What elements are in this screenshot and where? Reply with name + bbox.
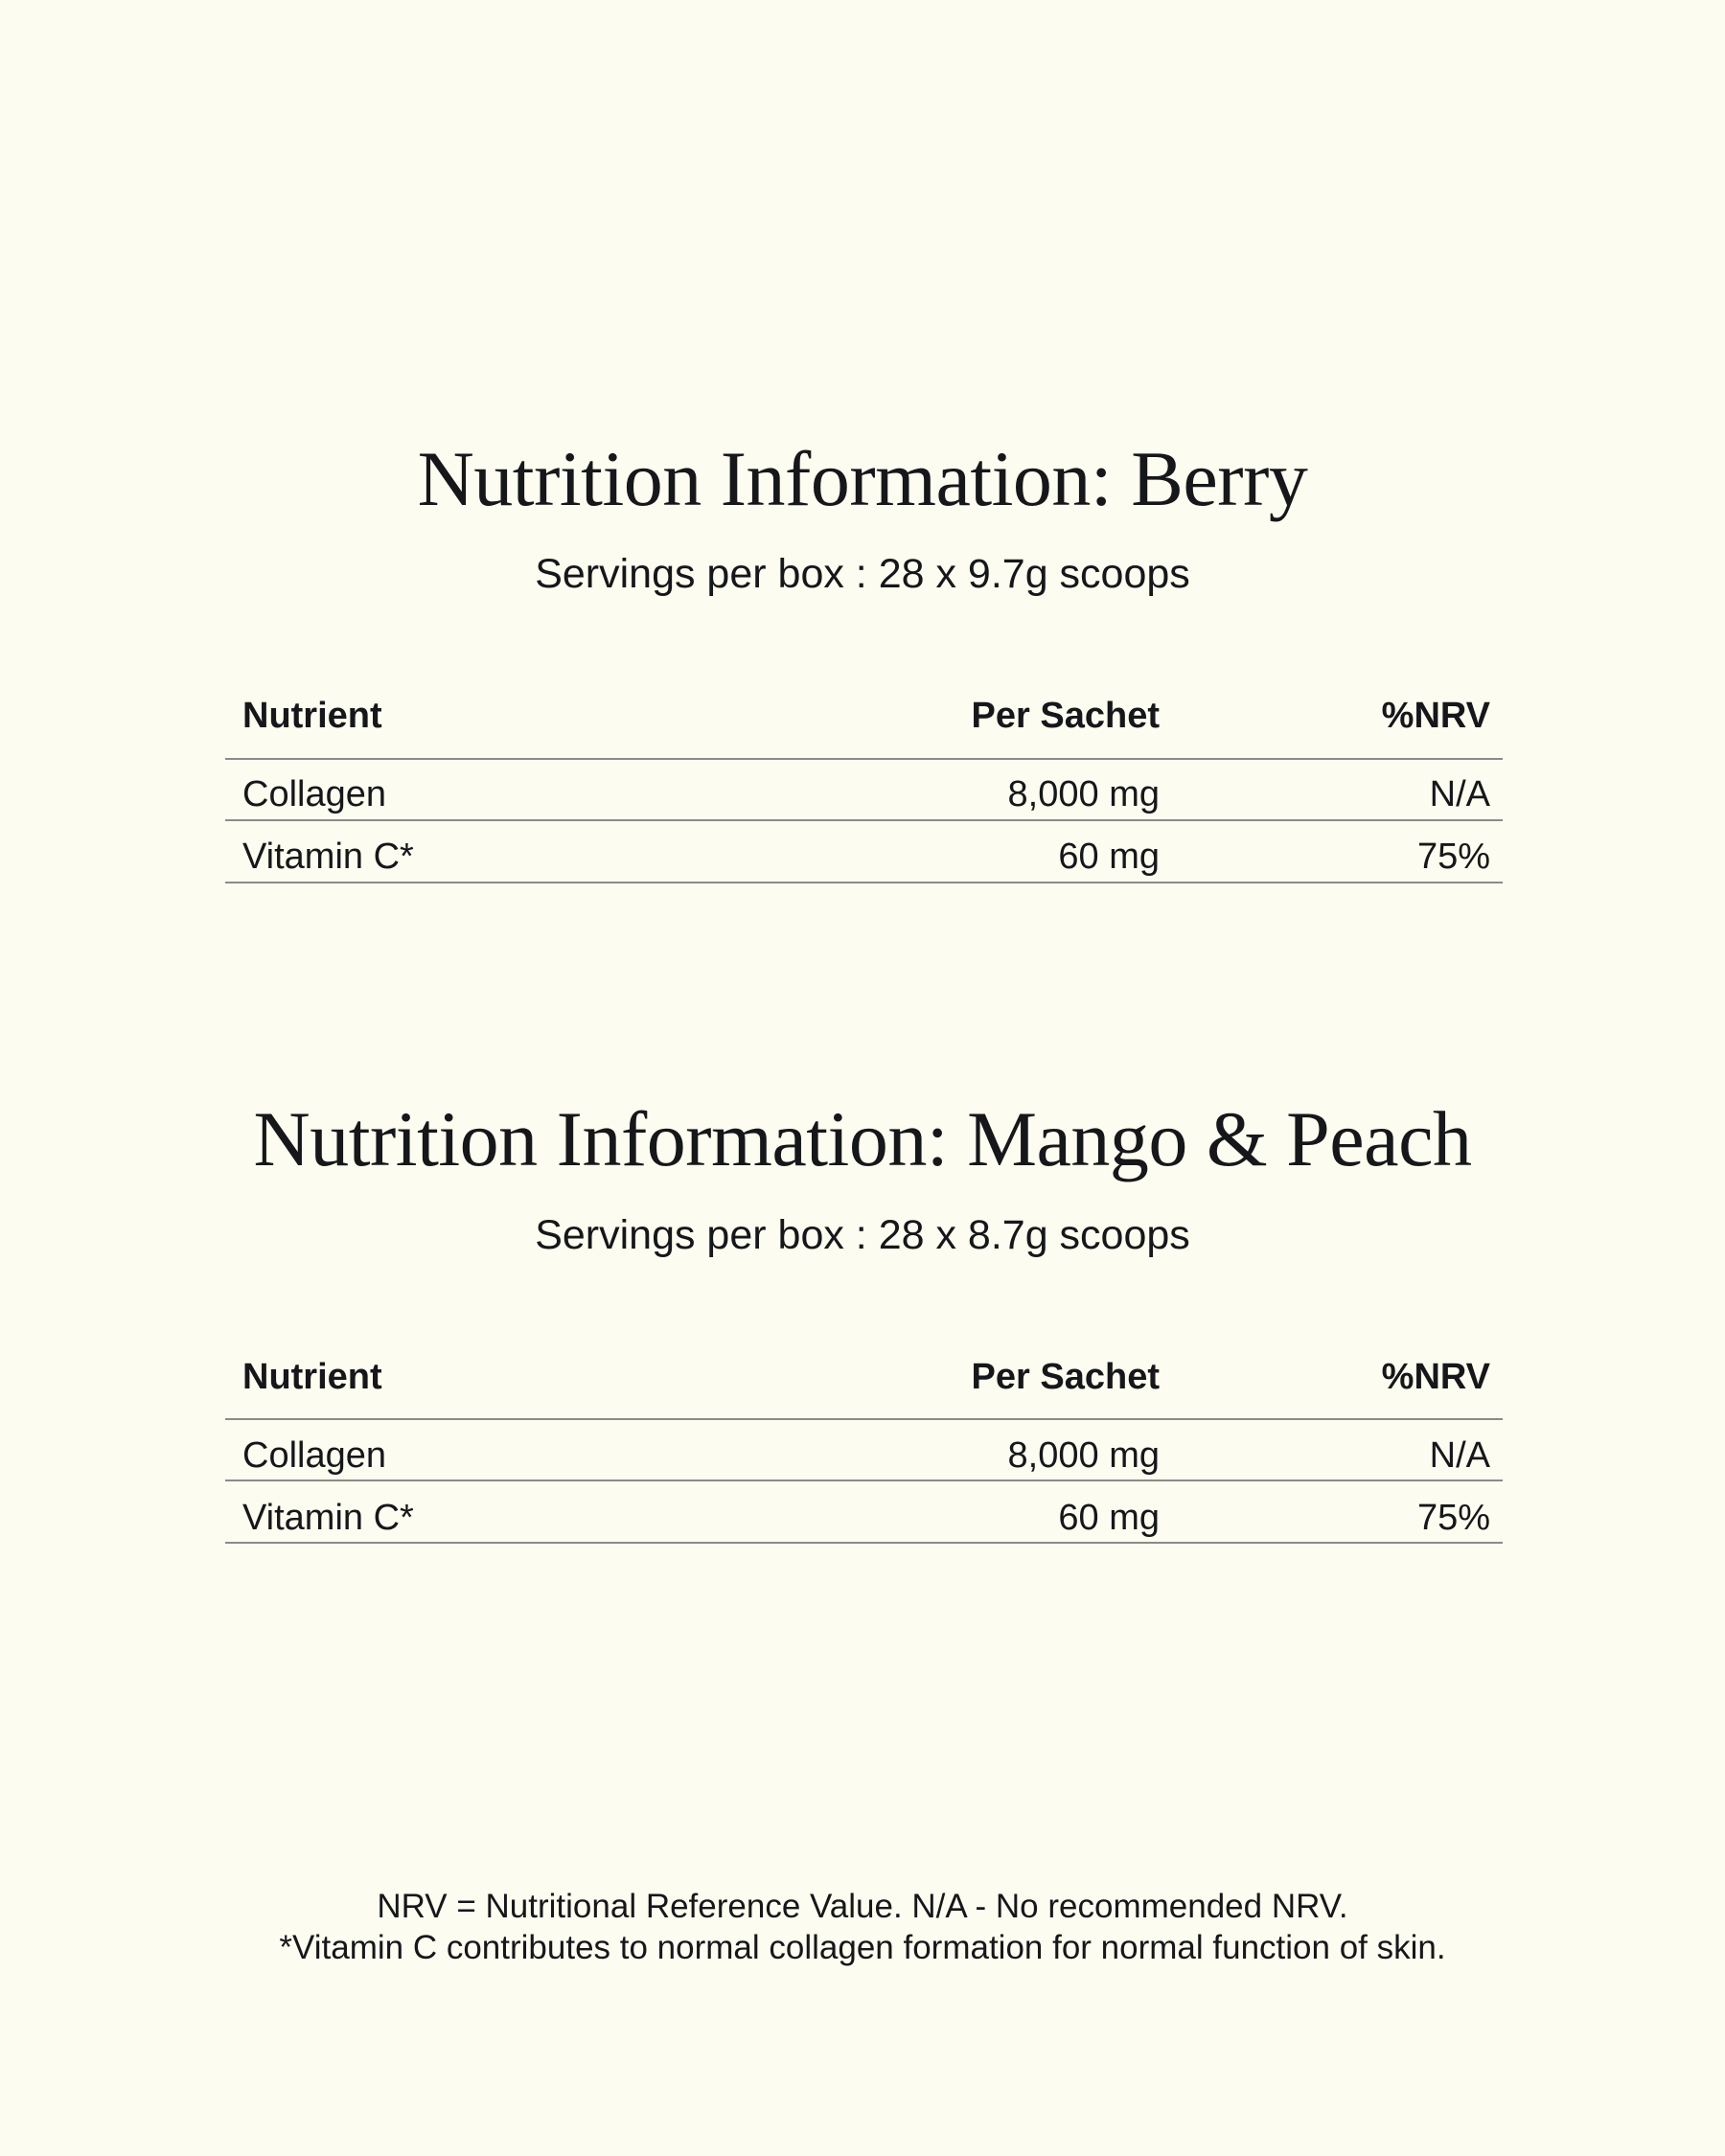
nutrient-name: Vitamin C* [242, 837, 414, 877]
nutrient-name: Collagen [242, 774, 386, 814]
table-divider [225, 1479, 1503, 1481]
per-sachet-value: 8,000 mg [1007, 1435, 1160, 1476]
header-per-sachet: Per Sachet [971, 696, 1160, 736]
table-divider [225, 882, 1503, 883]
per-sachet-value: 60 mg [1058, 837, 1160, 877]
table-divider [225, 819, 1503, 821]
table-divider [225, 1418, 1503, 1420]
header-nrv: %NRV [1381, 696, 1490, 736]
servings-per-box: Servings per box : 28 x 8.7g scoops [535, 1212, 1190, 1258]
nrv-value: N/A [1429, 774, 1490, 814]
footnote-vitamin-c-claim: *Vitamin C contributes to normal collagen formation for normal function of skin. [279, 1929, 1446, 1966]
header-nutrient: Nutrient [242, 696, 382, 736]
per-sachet-value: 8,000 mg [1007, 774, 1160, 814]
nutrient-name: Collagen [242, 1435, 386, 1476]
table-divider [225, 1542, 1503, 1544]
section-title: Nutrition Information: Berry [417, 435, 1308, 522]
nutrient-name: Vitamin C* [242, 1498, 414, 1538]
section-title: Nutrition Information: Mango & Peach [253, 1095, 1472, 1182]
per-sachet-value: 60 mg [1058, 1498, 1160, 1538]
nrv-value: 75% [1416, 1498, 1490, 1538]
header-nutrient: Nutrient [242, 1357, 382, 1397]
servings-per-box: Servings per box : 28 x 9.7g scoops [535, 551, 1190, 597]
header-nrv: %NRV [1381, 1357, 1490, 1397]
nrv-value: N/A [1429, 1435, 1490, 1476]
table-divider [225, 758, 1503, 760]
nrv-value: 75% [1416, 837, 1490, 877]
footnote-nrv-definition: NRV = Nutritional Reference Value. N/A - No recommended NRV. [377, 1888, 1348, 1925]
header-per-sachet: Per Sachet [971, 1357, 1160, 1397]
